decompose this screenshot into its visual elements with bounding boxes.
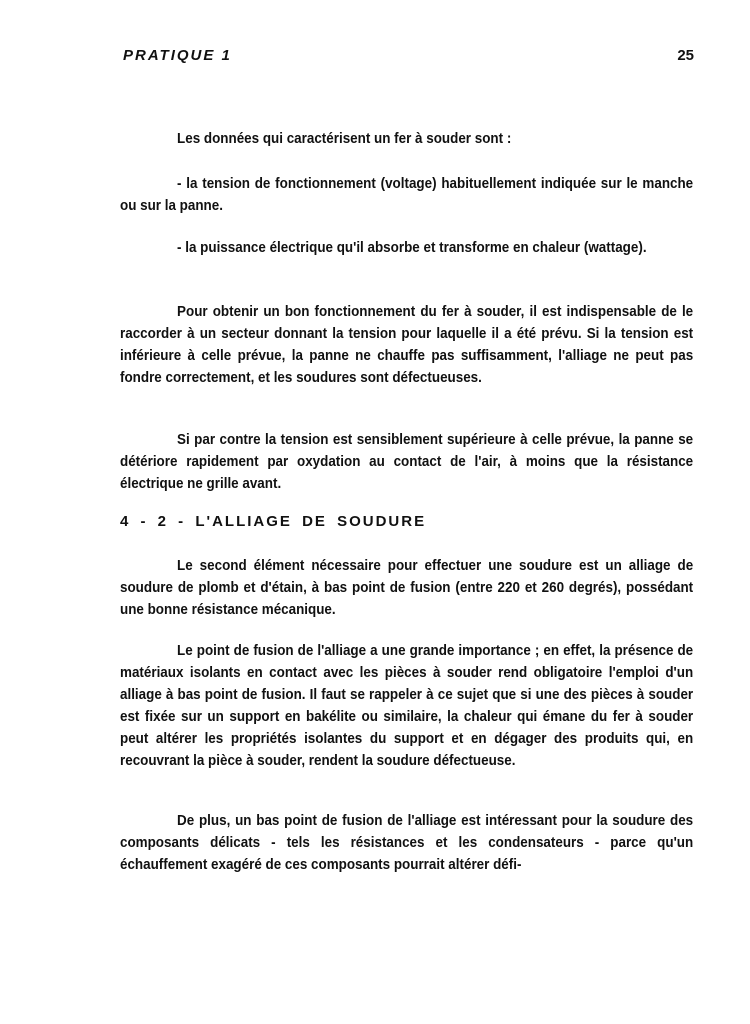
running-title: PRATIQUE 1	[123, 47, 232, 64]
paragraph-intro: Les données qui caractérisent un fer à souder sont :	[177, 131, 512, 147]
paragraph-block-oxydation	[120, 429, 693, 495]
list-item-wattage	[120, 237, 693, 259]
page-number: 25	[677, 47, 694, 64]
section-paragraph-block-3	[120, 810, 693, 876]
section-paragraph-fusion: Le point de fusion de l'alliage a une grande importance ; en effet, la présence de matériaux isolants en contact avec les pièces à souder rend obligatoire l'emploi d'un alliage à bas point de fusion. Il faut se rappeler à ce sujet que si une des pièces à souder est fixée sur un support en bakélite ou similaire, la chaleur qui émane du fer à souder peut altérer les propriétés isolantes du support et en dégager des produits qui, en recouvrant la pièce à souder, rendent la soudure défectueuse.	[120, 643, 694, 769]
section-heading: 4 - 2 - L'ALLIAGE DE SOUDURE	[120, 513, 427, 530]
paragraph-block-tension	[120, 301, 693, 389]
paragraph-tension: Pour obtenir un bon fonctionnement du fer à souder, il est indispensable de le raccorder à un secteur donnant la tension pour laquelle il a été prévu. Si la tension est inférieure à celle prévue, la panne ne chauffe pas suffisamment, l'alliage ne peut pas fondre correctement, et les soudures sont défectueuses.	[120, 304, 694, 386]
section-paragraph-alliage: Le second élément nécessaire pour effectuer une soudure est un alliage de soudure de plomb et d'étain, à bas point de fusion (entre 220 et 260 degrés), possédant une bonne résistance mécanique.	[120, 558, 694, 618]
list-item-voltage	[120, 173, 693, 217]
paragraph-oxydation: Si par contre la tension est sensiblement supérieure à celle prévue, la panne se détériore rapidement par oxydation au contact de l'air, à moins que la résistance électrique ne grille avant.	[120, 432, 694, 492]
paragraph-wattage: - la puissance électrique qu'il absorbe et transforme en chaleur (wattage).	[177, 240, 647, 256]
intro-paragraph	[120, 128, 693, 150]
section-paragraph-block-2	[120, 640, 693, 772]
section-paragraph-block-1	[120, 555, 693, 621]
section-paragraph-composants: De plus, un bas point de fusion de l'alliage est intéressant pour la soudure des composants délicats - tels les résistances et les condensateurs - parce qu'un échauffement exagéré de ces composants pourrait altérer défi-	[120, 813, 694, 873]
paragraph-voltage: - la tension de fonctionnement (voltage) habituellement indiquée sur le manche ou sur la panne.	[120, 176, 694, 214]
